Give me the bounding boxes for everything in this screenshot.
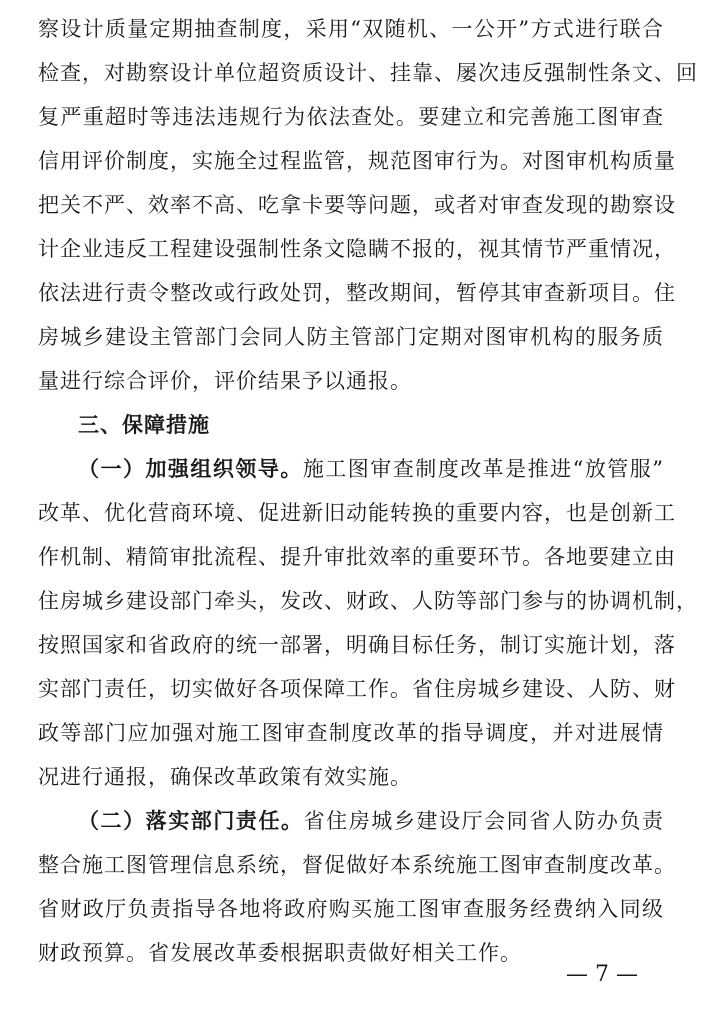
para2-line-8: 况进行通报，确保改革政策有效实施。 [38,765,412,789]
para2-line-2: 改革、优化营商环境、促进新旧动能转换的重要内容，也是创新工 [38,501,676,525]
para3-line-1 [78,806,664,836]
para3-first-line-rest: 省住房城乡建设厅会同省人防办负责 [303,809,665,833]
para2-line-3: 作机制、精简审批流程、提升审批效率的重要环节。各地要建立由 [38,545,676,569]
para2-subheading: （一）加强组织领导。 [78,457,303,481]
para1-line-2: 检查，对勘察设计单位超资质设计、挂靠、屡次违反强制性条文、回 [38,61,698,85]
para3-line-4: 财政预算。省发展改革委根据职责做好相关工作。 [38,941,522,965]
para1-line-6: 计企业违反工程建设强制性条文隐瞒不报的，视其情节严重情况， [38,237,676,261]
para1-line-9: 量进行综合评价，评价结果予以通报。 [38,369,412,393]
section-heading: 三、保障措施 [78,413,210,437]
para2-line-5: 按照国家和省政府的统一部署，明确目标任务，制订实施计划，落 [38,633,676,657]
para1-line-1: 察设计质量定期抽查制度，采用“双随机、一公开”方式进行联合 [38,17,664,41]
para3-line-3: 省财政厅负责指导各地将政府购买施工图审查服务经费纳入同级 [38,897,664,921]
para1-line-5: 把关不严、效率不高、吃拿卡要等问题，或者对审查发现的勘察设 [38,193,676,217]
para2-line-6: 实部门责任，切实做好各项保障工作。省住房城乡建设、人防、财 [38,677,676,701]
para2-first-line-rest: 施工图审查制度改革是推进“放管服” [302,457,665,481]
para3-subheading: （二）落实部门责任。 [78,809,304,833]
para1-line-8: 房城乡建设主管部门会同人防主管部门定期对图审机构的服务质 [38,325,664,349]
para3-line-2: 整合施工图管理信息系统，督促做好本系统施工图审查制度改革。 [38,853,676,877]
para2-line-1 [78,454,664,484]
page-number: — 7 — [566,962,638,987]
para1-line-4: 信用评价制度，实施全过程监管，规范图审行为。对图审机构质量 [38,149,676,173]
para1-line-3: 复严重超时等违法违规行为依法查处。要建立和完善施工图审查 [38,105,664,129]
para1-line-7: 依法进行责令整改或行政处罚，整改期间，暂停其审查新项目。住 [38,281,676,305]
para2-line-7: 政等部门应加强对施工图审查制度改革的指导调度，并对进展情 [38,721,664,745]
para2-line-4: 住房城乡建设部门牵头，发改、财政、人防等部门参与的协调机制， [38,589,698,613]
